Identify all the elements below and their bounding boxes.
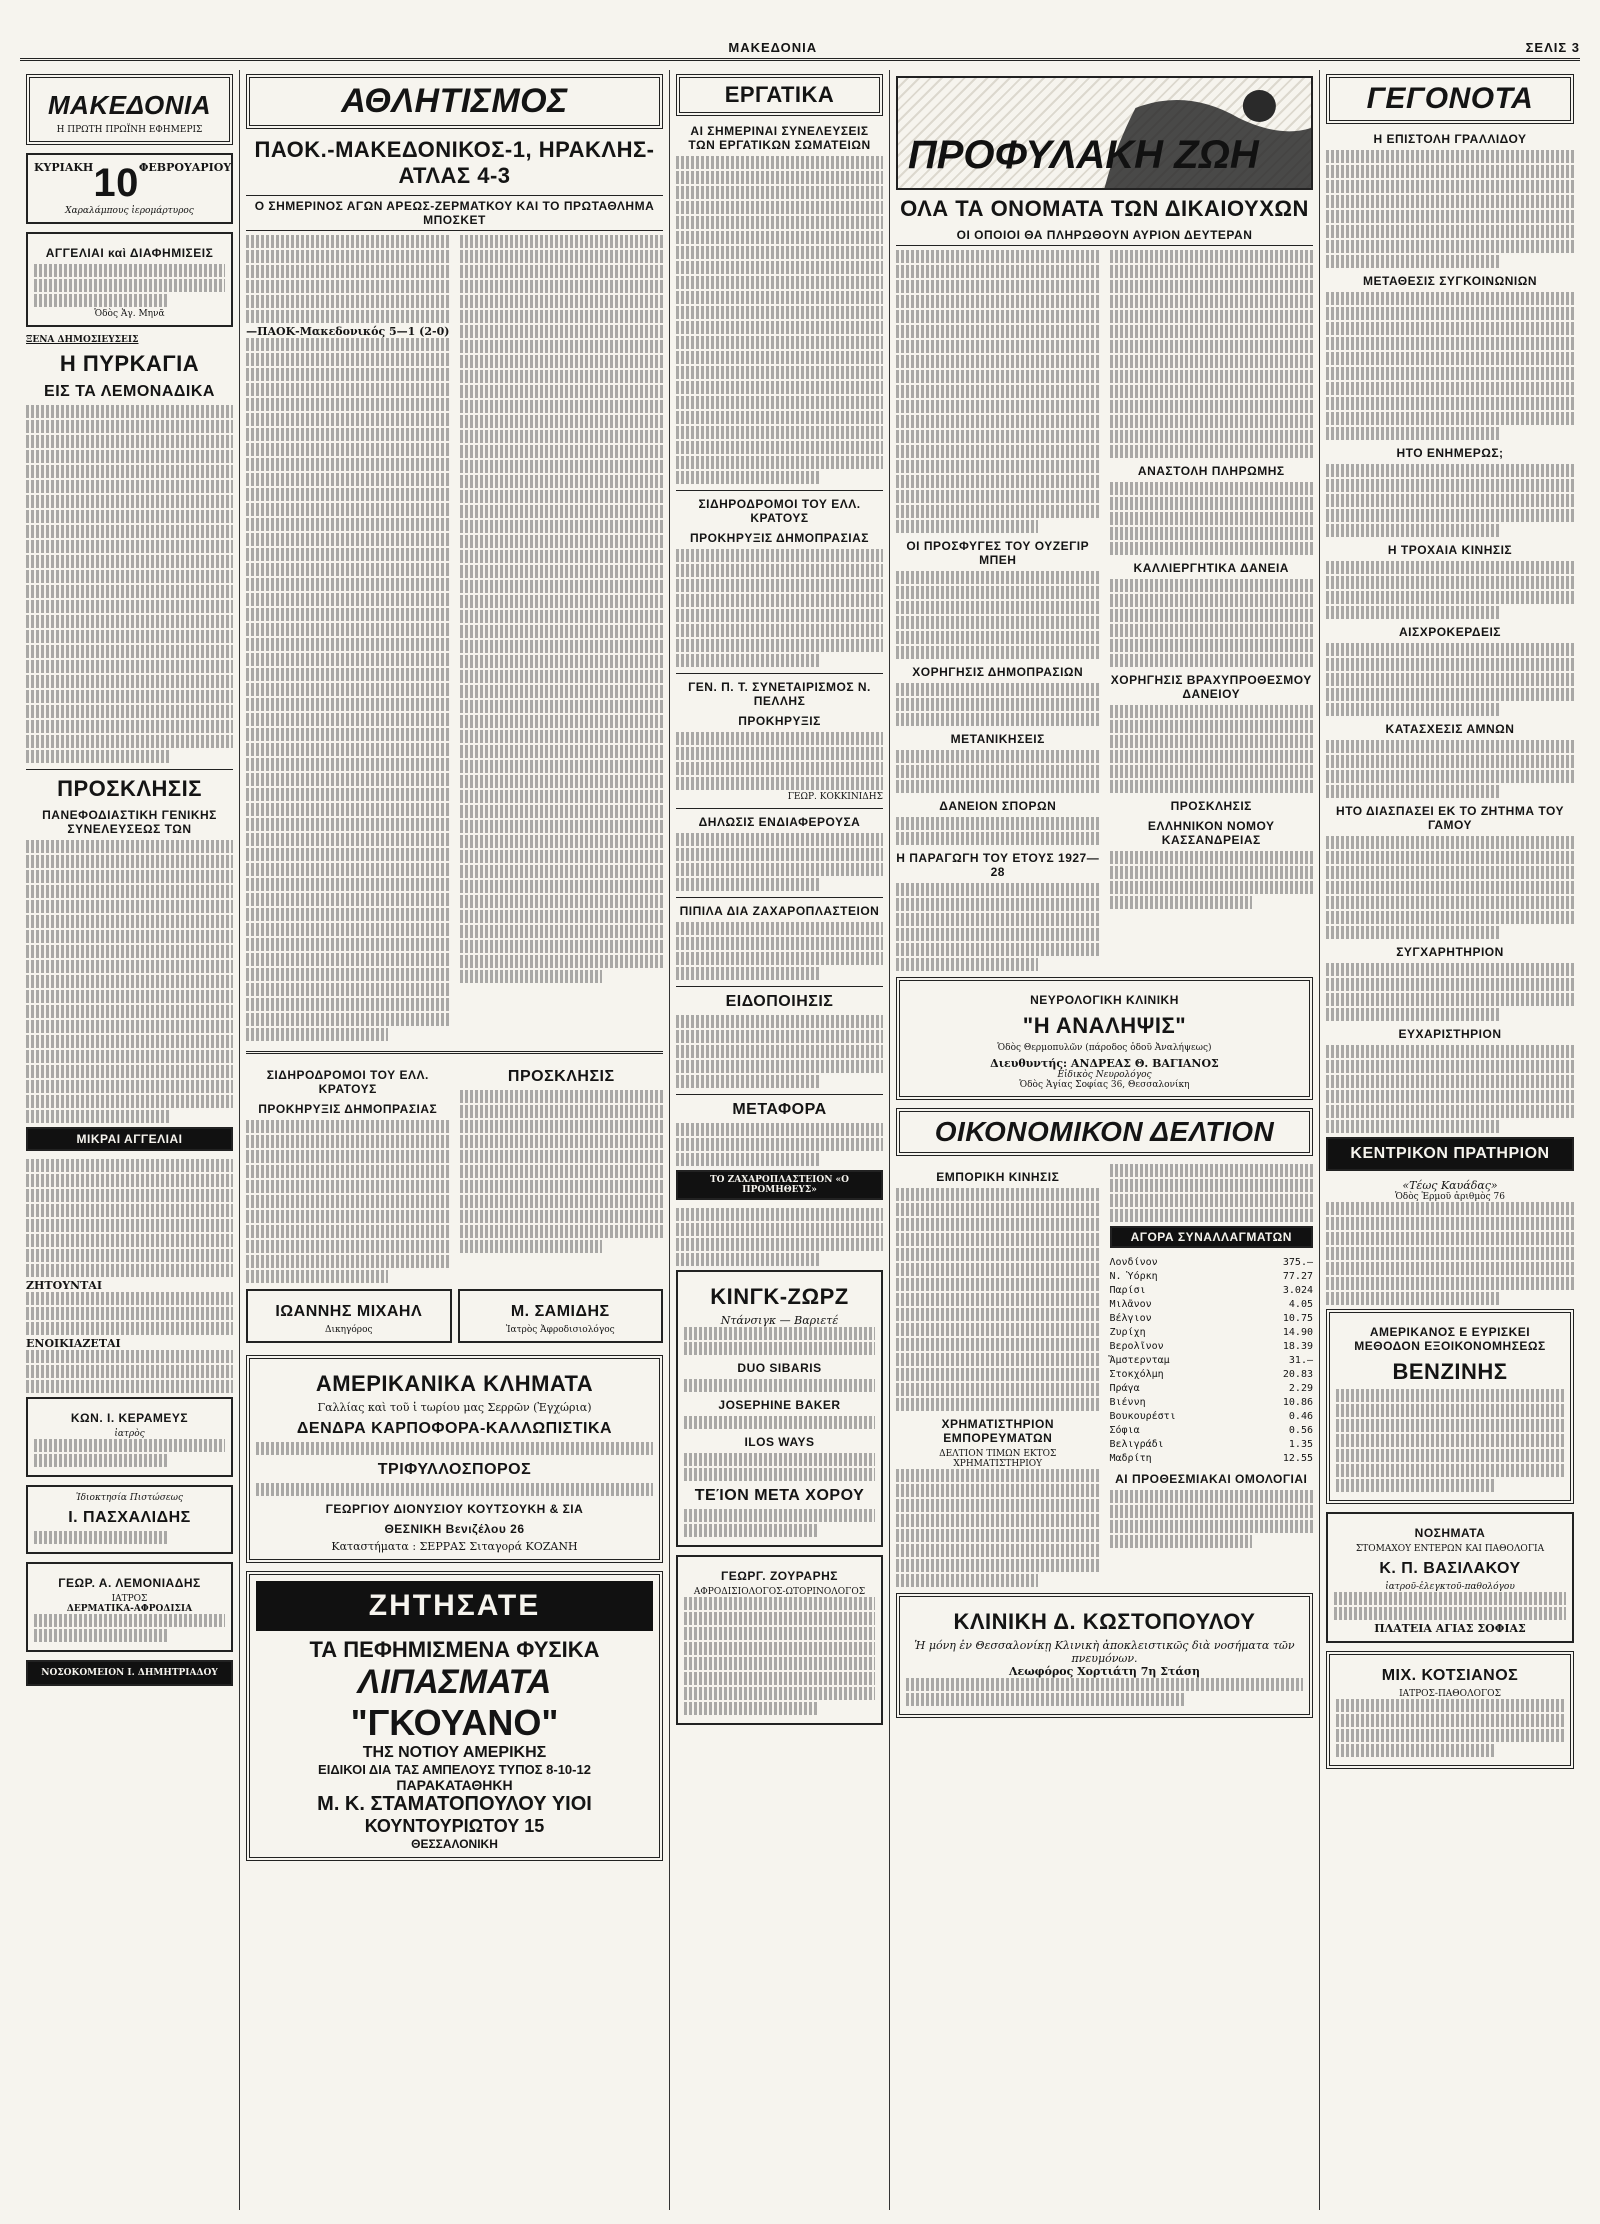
zourari-ad <box>676 1555 883 1725</box>
fx-rate: 1.35 <box>1288 1439 1313 1450</box>
loss-head: ΔΗΛΩΣΙΣ ΕΝΔΙΑΦΕΡΟΥΣΑ <box>698 815 861 829</box>
guano-ad-line-3: "ΓΚΟΥΑΝΟ" <box>350 1702 559 1743</box>
date-saint: Χαραλάμπους ἱερομάρτυρος <box>65 206 194 216</box>
fx-currency: Βιέννη <box>1109 1397 1146 1408</box>
date-box <box>26 153 233 224</box>
fx-currency: Ν. Ὑόρκη <box>1109 1271 1158 1282</box>
guano-ad-line-1: ΤΑ ΠΕΦΗΜΙΣΜΕΝΑ ΦΥΣΙΚΑ <box>309 1637 600 1662</box>
date-day: ΚΥΡΙΑΚΗ <box>34 161 94 174</box>
fx-row <box>1110 1270 1314 1284</box>
events-h8: ΣΥΓΧΑΡΗΤΗΡΙΟΝ <box>1396 945 1504 959</box>
fx-rate: 375.— <box>1282 1257 1313 1268</box>
sub-seed-loan: ΔΑΝΕΙΟΝ ΣΠΟΡΩΝ <box>939 799 1057 813</box>
beneficiaries-body <box>896 250 1313 973</box>
invite-headline: ΠΡΟΣΚΛΗΣΙΣ <box>57 776 202 801</box>
doctor-2-role: Ἰδιοκτησία Πιστώσεως <box>75 1493 184 1503</box>
fx-rate: 14.90 <box>1282 1327 1313 1338</box>
doctor-1-name: ΚΩΝ. Ι. ΚΕΡΑΜΕΥΣ <box>70 1411 189 1425</box>
neuro-clinic-address: Ὁδὸς Θερμοπυλῶν (πάροδος ὁδοῦ Ἀναλήψεως) <box>997 1043 1212 1053</box>
events-h1: Η ΕΠΙΣΤΟΛΗ ΓΡΑΛΛΙΔΟΥ <box>1373 132 1527 146</box>
fx-rate: 3.024 <box>1282 1285 1313 1296</box>
fire-article-body <box>26 405 233 763</box>
fx-currency: Λονδίνον <box>1109 1257 1158 1268</box>
fx-rate: 0.46 <box>1288 1411 1313 1422</box>
events-h7: ΗΤΟ ΔΙΑΣΠΑΣΕΙ ΕΚ ΤΟ ΖΗΤΗΜΑ ΤΟΥ ΓΑΜΟΥ <box>1336 804 1564 832</box>
guano-ad-line-7: Μ. Κ. ΣΤΑΜΑΤΟΠΟΥΛΟΥ ΥΙΟΙ <box>317 1793 592 1815</box>
ads-notice <box>26 232 233 327</box>
guano-ad-line-8: ΚΟΥΝΤΟΥΡΙΩΤΟΥ 15 <box>364 1816 545 1836</box>
vines-ad-title: ΑΜΕΡΙΚΑΝΙΚΑ ΚΛΗΜΑΤΑ <box>315 1371 594 1396</box>
king-act-3: ILOS WAYS <box>744 1435 815 1449</box>
sub-short-loan: ΧΟΡΗΓΗΣΙΣ ΒΡΑΧΥΠΡΟΘΕΣΜΟΥ ΔΑΝΕΙΟΥ <box>1110 673 1312 701</box>
kotsianos-name: ΜΙΧ. ΚΟΤΣΙΑΝΟΣ <box>1381 1667 1519 1684</box>
vines-ad-line-3: ΤΡΙΦΥΛΛΟΣΠΟΡΟΣ <box>377 1461 532 1478</box>
fx-row <box>1110 1368 1314 1382</box>
kotsianos-role: ΙΑΤΡΟΣ-ΠΑΘΟΛΟΓΟΣ <box>1399 1689 1501 1699</box>
labour-headline: ΑΙ ΣΗΜΕΡΙΝΑΙ ΣΥΝΕΛΕΥΣΕΙΣ ΤΩΝ ΕΡΓΑΤΙΚΩΝ ΣΩΜΑΤΕΙΩΝ <box>688 124 871 152</box>
small-ad-rent: ΕΝΟΙΚΙΑΖΕΤΑΙ <box>26 1337 121 1350</box>
column-5 <box>1320 70 1580 2210</box>
fire-subheadline: ΕΙΣ ΤΑ ΛΕΜΟΝΑΔΙΚΑ <box>44 383 215 400</box>
guano-ad-line-2: ΛΙΠΑΣΜΑΤΑ <box>357 1663 552 1701</box>
ads-title: ΑΓΓΕΛΙΑΙ καὶ ΔΙΑΦΗΜΙΣΕΙΣ <box>45 246 214 260</box>
fx-row <box>1110 1354 1314 1368</box>
union-head: ΓΕΝ. Π. Τ. ΣΥΝΕΤΑΙΡΙΣΜΟΣ Ν. ΠΕΛΛΗΣ <box>688 680 871 708</box>
guano-ad-line-6: ΠΑΡΑΚΑΤΑΘΗΚΗ <box>396 1777 513 1793</box>
events-section-banner <box>1326 74 1574 124</box>
guano-ad-line-9: ΘΕΣΣΑΛΟΝΙΚΗ <box>411 1837 498 1851</box>
fx-row <box>1110 1410 1314 1424</box>
labour-section-title: ΕΡΓΑΤΙΚΑ <box>724 82 835 107</box>
neuro-clinic-director: Διευθυντής: ΑΝΔΡΕΑΣ Θ. ΒΑΓΙΑΝΟΣ <box>990 1057 1219 1070</box>
fuel-station-banner <box>1326 1137 1574 1171</box>
vasilakos-name: Κ. Π. ΒΑΣΙΛΑΚΟΥ <box>1379 1560 1521 1577</box>
sports-body <box>246 235 663 1043</box>
neuro-clinic-ad <box>896 977 1313 1100</box>
date-month: ΦΕΒΡΟΥΑΡΙΟΥ <box>138 161 232 174</box>
section-illustration <box>896 76 1313 190</box>
fx-row <box>1110 1284 1314 1298</box>
guano-ad-line-4: ΤΗΣ ΝΟΤΙΟΥ ΑΜΕΡΙΚΗΣ <box>362 1744 547 1761</box>
fx-currency: Σόφια <box>1109 1425 1140 1436</box>
kotsianos-ad <box>1326 1651 1574 1769</box>
paper-title: ΜΑΚΕΔΟΝΙΑ <box>48 90 211 120</box>
lawyer-ad <box>246 1289 452 1343</box>
fx-row <box>1110 1396 1314 1410</box>
fx-currency: Βέλγιον <box>1109 1313 1152 1324</box>
rail-notice-head: ΣΙΔΗΡΟΔΡΟΜΟΙ ΤΟΥ ΕΛΛ. ΚΡΑΤΟΥΣ <box>266 1068 429 1096</box>
sports-headline: ΠΑΟΚ.-ΜΑΚΕΔΟΝΙΚΟΣ-1, ΗΡΑΚΛΗΣ-ΑΤΛΑΣ 4-3 <box>254 137 655 188</box>
events-h4: Η ΤΡΟΧΑΙΑ ΚΙΝΗΣΙΣ <box>1387 543 1513 557</box>
king-act-1: DUO SIBARIS <box>737 1361 822 1375</box>
union-signature: ΓΕΩΡ. ΚΟΚΚΙΝΙΔΗΣ <box>787 792 883 802</box>
doctor-3-specialty: ΔΕΡΜΑΤΙΚΑ-ΑΦΡΟΔΙΣΙΑ <box>66 1604 193 1614</box>
zourari-name: ΓΕΩΡΓ. ΖΟΥΡΑΡΗΣ <box>721 1569 838 1583</box>
hospital-ad <box>26 1660 233 1686</box>
lawyer-name: ΙΩΑΝΝΗΣ ΜΙΧΑΗΛ <box>275 1303 423 1320</box>
doctor-3-role: ΙΑΤΡΟΣ <box>111 1594 148 1604</box>
hospital-ad-title: ΝΟΣΟΚΟΜΕΙΟΝ Ι. ΔΗΜΗΤΡΙΑΔΟΥ <box>41 1668 218 1678</box>
fx-rate: 10.86 <box>1282 1397 1313 1408</box>
beneficiaries-headline: ΟΛΑ ΤΑ ΟΝΟΜΑΤΑ ΤΩΝ ΔΙΚΑΙΟΥΧΩΝ <box>900 196 1309 221</box>
petrol-method-ad <box>1326 1309 1574 1504</box>
labour-body <box>676 156 883 484</box>
fx-banner <box>1110 1226 1314 1248</box>
guano-ad-line-5: ΕΙΔΙΚΟΙ ΔΙΑ ΤΑΣ ΑΜΠΕΛΟΥΣ ΤΥΠΟΣ 8-10-12 <box>318 1762 591 1777</box>
doctor-1-role: ἰατρὸς <box>114 1429 145 1439</box>
vines-ad-shops: Καταστήματα : ΣΕΡΡΑΣ Σιταγορά ΚΟΖΑΝΗ <box>331 1540 578 1553</box>
match-score: —ΠΑΟΚ-Μακεδονικός 5—1 (2-0) <box>246 325 450 338</box>
king-act-2: JOSEPHINE BAKER <box>718 1398 841 1412</box>
invite-notice-head: ΠΡΟΣΚΛΗΣΙΣ <box>507 1068 615 1085</box>
samidis-name: Μ. ΣΑΜΙΔΗΣ <box>510 1303 610 1320</box>
economic-bulletin-title: ΟΙΚΟΝΟΜΙΚΟΝ ΔΕΛΤΙΟΝ <box>934 1116 1275 1147</box>
bakery-head: ΤΟ ΖΑΧΑΡΟΠΛΑΣΤΕΙΟΝ «Ο ΠΡΟΜΗΘΕΥΣ» <box>709 1175 850 1195</box>
fx-currency: Στοκχόλμη <box>1109 1369 1164 1380</box>
sub-invitation: ΠΡΟΣΚΛΗΣΙΣ <box>1170 799 1252 813</box>
king-head: ΚΙΝΓΚ-ΖΩΡΖ <box>710 1284 849 1309</box>
column-4 <box>890 70 1320 2210</box>
vasilakos-head-2: ΣΤΟΜΑΧΟΥ ΕΝΤΕΡΩΝ ΚΑΙ ΠΑΘΟΛΟΓΙΑ <box>1355 1544 1545 1554</box>
neuro-clinic-street: Ὁδὸς Ἁγίας Σοφίας 36, Θεσσαλονίκη <box>1019 1080 1190 1090</box>
small-ads-body <box>26 1159 233 1393</box>
fx-row <box>1110 1312 1314 1326</box>
fx-currency: Βελιγράδι <box>1109 1439 1164 1450</box>
sub-refugees: ΟΙ ΠΡΟΣΦΥΓΕΣ ΤΟΥ ΟΥΖΕΓΙΡ ΜΠΕΗ <box>906 539 1090 567</box>
king-george-ad <box>676 1270 883 1547</box>
doctor-ad-2 <box>26 1485 233 1554</box>
vines-ad-line-4: ΓΕΩΡΓΙΟΥ ΔΙΟΝΥΣΙΟΥ ΚΟΥΤΣΟΥΚΗ & ΣΙΑ <box>325 1502 584 1516</box>
move-head: ΜΕΤΑΦΟΡΑ <box>732 1101 827 1118</box>
fx-rate: 31.— <box>1288 1355 1313 1366</box>
neuro-clinic-specialty: Εἰδικὸς Νευρολόγος <box>1057 1070 1152 1080</box>
events-section-title: ΓΕΓΟΝΟΤΑ <box>1366 82 1534 115</box>
fx-row <box>1110 1382 1314 1396</box>
beneficiaries-subheadline: ΟΙ ΟΠΟΙΟΙ ΘΑ ΠΛΗΡΩΘΟΥΝ ΑΥΡΙΟΝ ΔΕΥΤΕΡΑΝ <box>896 228 1313 246</box>
fx-row <box>1110 1326 1314 1340</box>
vines-ad <box>246 1355 663 1563</box>
petrol-method-big: ΒΕΝΖΙΝΗΣ <box>1392 1359 1508 1384</box>
vasilakos-address: ΠΛΑΤΕΙΑ ΑΓΙΑΣ ΣΟΦΙΑΣ <box>1374 1622 1526 1635</box>
economic-body <box>896 1164 1313 1589</box>
page-header <box>20 36 1580 61</box>
fx-head: ΑΓΟΡΑ ΣΥΝΑΛΛΑΓΜΑΤΩΝ <box>1130 1230 1292 1244</box>
rail-auction-head: ΣΙΔΗΡΟΔΡΟΜΟΙ ΤΟΥ ΕΛΛ. ΚΡΑΤΟΥΣ <box>698 497 861 525</box>
sub-suspension: ΑΝΑΣΤΟΛΗ ΠΛΗΡΩΜΗΣ <box>1137 464 1285 478</box>
bakery-banner <box>676 1170 883 1200</box>
sub-production: Η ΠΑΡΑΓΩΓΗ ΤΟΥ ΕΤΟΥΣ 1927—28 <box>896 851 1100 879</box>
fx-currency: Μιλᾶνον <box>1109 1299 1152 1310</box>
fuel-station-sub: «Τέως Καυάδας» <box>1402 1179 1498 1192</box>
ads-address: Ὁδὸς Ἁγ. Μηνᾶ <box>94 309 165 319</box>
notice-head: ΕΙΔΟΠΟΙΗΣΙΣ <box>725 993 834 1010</box>
fx-row <box>1110 1298 1314 1312</box>
neuro-clinic-name: "Η ΑΝΑΛΗΨΙΣ" <box>1022 1013 1187 1038</box>
sub-invitation-body: ΕΛΛΗΝΙΚΟΝ ΝΟΜΟΥ ΚΑΣΣΑΝΔΡΕΙΑΣ <box>1147 819 1275 847</box>
rail-notice <box>246 1062 450 1285</box>
sub-auctions: ΧΟΡΗΓΗΣΙΣ ΔΗΜΟΠΡΑΣΙΩΝ <box>912 665 1084 679</box>
paper-subtitle: Η ΠΡΩΤΗ ΠΡΩΪΝΗ ΕΦΗΜΕΡΙΣ <box>56 125 203 135</box>
vines-ad-line-2: ΔΕΝΔΡΑ ΚΑΡΠΟΦΟΡΑ-ΚΑΛΛΩΠΙΣΤΙΚΑ <box>296 1420 613 1437</box>
sugar-head: ΠΙΠΙΛΑ ΔΙΑ ΖΑΧΑΡΟΠΛΑΣΤΕΙΟΝ <box>679 904 880 918</box>
person-ads-row <box>246 1285 663 1351</box>
sports-section-banner <box>246 74 663 129</box>
neuro-clinic-head: ΝΕΥΡΟΛΟΓΙΚΗ ΚΛΙΝΙΚΗ <box>1030 993 1179 1007</box>
fx-row <box>1110 1340 1314 1354</box>
invite-notice <box>460 1062 664 1285</box>
vasilakos-role: ἰατροῦ-ἐλεγκτοῦ-παθολόγου <box>1385 1582 1515 1592</box>
fx-currency: Μαδρίτη <box>1109 1453 1152 1464</box>
fx-currency: Πράγα <box>1109 1383 1140 1394</box>
vines-ad-line-1: Γαλλίας καὶ τοῦ ἰ τωρίου μας Σερρῶν (Ἐγχώρια) <box>317 1401 592 1414</box>
fx-currency: Ἄμστερνταμ <box>1109 1355 1170 1366</box>
vasilakos-head: ΝΟΣΗΜΑΤΑ <box>1414 1526 1486 1540</box>
union-sub: ΠΡΟΚΗΡΥΞΙΣ <box>738 714 821 728</box>
column-1 <box>20 70 240 2210</box>
sub-transfers: ΜΕΤΑΝΙΚΗΣΕΙΣ <box>950 732 1045 746</box>
vasilakos-ad <box>1326 1512 1574 1643</box>
invite-body <box>26 840 233 1123</box>
doctor-samidis-ad <box>458 1289 664 1343</box>
events-h9: ΕΥΧΑΡΙΣΤΗΡΙΟΝ <box>1398 1027 1502 1041</box>
economic-bulletin-banner <box>896 1108 1313 1156</box>
kostopoulos-clinic-ad <box>896 1593 1313 1718</box>
sub-loans: ΚΑΛΛΙΕΡΓΗΤΙΚΑ ΔΑΝΕΙΑ <box>1133 561 1289 575</box>
fx-row <box>1110 1256 1314 1270</box>
letters-label: ΞΕΝΑ ΔΗΜΟΣΙΕΥΣΕΙΣ <box>26 335 139 345</box>
samidis-role: Ἰατρὸς Ἀφροδισιολόγος <box>505 1325 615 1335</box>
fx-row <box>1110 1424 1314 1438</box>
lawyer-role: Δικηγόρος <box>324 1325 373 1335</box>
sports-section-title: ΑΘΛΗΤΙΣΜΟΣ <box>341 82 568 120</box>
date-number: 10 <box>93 161 139 205</box>
fx-currency: Βερολῖνον <box>1109 1341 1164 1352</box>
kostopoulos-clinic-address: Λεωφόρος Χορτιάτη 7η Στάση <box>1008 1665 1200 1678</box>
fx-row <box>1110 1438 1314 1452</box>
doctor-ad-3 <box>26 1562 233 1652</box>
fx-rate: 20.83 <box>1282 1369 1313 1380</box>
column-3 <box>670 70 890 2210</box>
fx-currency: Βουκουρέστι <box>1109 1411 1176 1422</box>
fire-headline: Η ΠΥΡΚΑΓΙΑ <box>59 351 200 376</box>
events-h2: ΜΕΤΑΘΕΣΙΣ ΣΥΓΚΟΙΝΩΝΙΩΝ <box>1363 274 1537 288</box>
fx-rate: 4.05 <box>1288 1299 1313 1310</box>
bonds-head: ΑΙ ΠΡΟΘΕΣΜΙΑΚΑΙ ΟΜΟΛΟΓΙΑΙ <box>1115 1472 1308 1486</box>
fx-row <box>1110 1452 1314 1466</box>
king-sub: Ντάνσιγκ — Βαριετέ <box>720 1314 839 1327</box>
fx-table <box>1110 1256 1314 1466</box>
fx-rate: 0.56 <box>1288 1425 1313 1436</box>
fx-currency: Παρίσι <box>1109 1285 1146 1296</box>
zourari-role: ΑΦΡΟΔΙΣΙΟΛΟΓΟΣ-ΩΤΟΡΙΝΟΛΟΓΟΣ <box>693 1587 866 1597</box>
vines-ad-city: ΘΕΣΝΙΚΗ Βενιζέλου 26 <box>384 1522 525 1536</box>
rail-notice-sub: ΠΡΟΚΗΡΥΞΙΣ ΔΗΜΟΠΡΑΣΙΑΣ <box>258 1102 438 1116</box>
small-ad-seek: ΖΗΤΟΥΝΤΑΙ <box>26 1279 102 1292</box>
labour-section-banner <box>676 74 883 116</box>
notices-row <box>246 1062 663 1285</box>
header-page-number: ΣΕΛΙΣ 3 <box>1525 39 1580 55</box>
events-h5: ΑΙΣΧΡΟΚΕΡΔΕΙΣ <box>1399 625 1501 639</box>
doctor-3-name: ΓΕΩΡ. Α. ΛΕΜΟΝΙΑΔΗΣ <box>58 1576 201 1590</box>
fuel-station-address: Ὁδὸς Ἑρμοῦ ἀριθμὸς 76 <box>1395 1192 1505 1202</box>
doctor-2-name: Ι. ΠΑΣΧΑΛΙΔΗΣ <box>68 1509 191 1526</box>
guano-ad-banner: ΖΗΤΗΣΑΤΕ <box>256 1581 653 1631</box>
petrol-method-head: ΑΜΕΡΙΚΑΝΟΣ Ε ΕΥΡΙΣΚΕΙ ΜΕΘΟΔΟΝ ΕΞΟΙΚΟΝΟΜΗΣΕΩΣ <box>1354 1325 1546 1353</box>
rail-auction-sub: ΠΡΟΚΗΡΥΞΙΣ ΔΗΜΟΠΡΑΣΙΑΣ <box>690 531 869 545</box>
doctor-ad-1 <box>26 1397 233 1477</box>
kostopoulos-clinic-head: ΚΛΙΝΙΚΗ Δ. ΚΩΣΤΟΠΟΥΛΟΥ <box>953 1609 1256 1634</box>
stock-head: ΧΡΗΜΑΤΙΣΤΗΡΙΟΝ ΕΜΠΟΡΕΥΜΑΤΩΝ <box>941 1417 1055 1445</box>
small-ads-banner <box>26 1127 233 1151</box>
section-illustration-title: ΠΡΟΦΥΛΑΚΗ ΖΩΗ <box>908 133 1259 177</box>
guano-ad <box>246 1571 663 1861</box>
fx-rate: 2.29 <box>1288 1383 1313 1394</box>
fx-currency: Ζυρίχη <box>1109 1327 1146 1338</box>
fx-rate: 18.39 <box>1282 1341 1313 1352</box>
fuel-station-head: ΚΕΝΤΡΙΚΟΝ ΠΡΑΤΗΡΙΟΝ <box>1350 1145 1550 1162</box>
sports-subheadline: Ο ΣΗΜΕΡΙΝΟΣ ΑΓΩΝ ΑΡΕΩΣ-ΖΕΡΜΑΤΚΟΥ ΚΑΙ ΤΟ ΠΡΩΤΑΘΛΗΜΑ ΜΠΟΣΚΕΤ <box>246 195 663 231</box>
tea-head: ΤΕΊΟΝ ΜΕΤΑ ΧΟΡΟΥ <box>694 1487 865 1504</box>
trade-head: ΕΜΠΟΡΙΚΗ ΚΙΝΗΣΙΣ <box>936 1170 1060 1184</box>
column-2 <box>240 70 670 2210</box>
invite-subheadline: ΠΑΝΕΦΟΔΙΑΣΤΙΚΗ ΓΕΝΙΚΗΣ ΣΥΝΕΛΕΥΣΕΩΣ ΤΩΝ <box>42 808 217 836</box>
fx-rate: 10.75 <box>1282 1313 1313 1324</box>
kostopoulos-clinic-sub: Ἡ μόνη ἐν Θεσσαλονίκῃ Κλινικὴ ἀποκλειστικῶς διὰ νοσήματα τῶν πνευμόνων. <box>914 1639 1295 1665</box>
header-paper-name: ΜΑΚΕΔΟΝΙΑ <box>728 39 818 55</box>
stock-sub: ΔΕΛΤΙΟΝ ΤΙΜΩΝ ΕΚΤΟΣ ΧΡΗΜΑΤΙΣΤΗΡΙΟΥ <box>939 1449 1057 1469</box>
paper-nameplate <box>26 74 233 145</box>
fx-rate: 77.27 <box>1282 1271 1313 1282</box>
events-h6: ΚΑΤΑΣΧΕΣΙΣ ΑΜΝΩΝ <box>1385 722 1515 736</box>
small-ads-title: ΜΙΚΡΑΙ ΑΓΓΕΛΙΑΙ <box>76 1132 183 1146</box>
fx-rate: 12.55 <box>1282 1453 1313 1464</box>
events-h3: ΗΤΟ ΕΝΗΜΕΡΩΣ; <box>1396 446 1504 460</box>
